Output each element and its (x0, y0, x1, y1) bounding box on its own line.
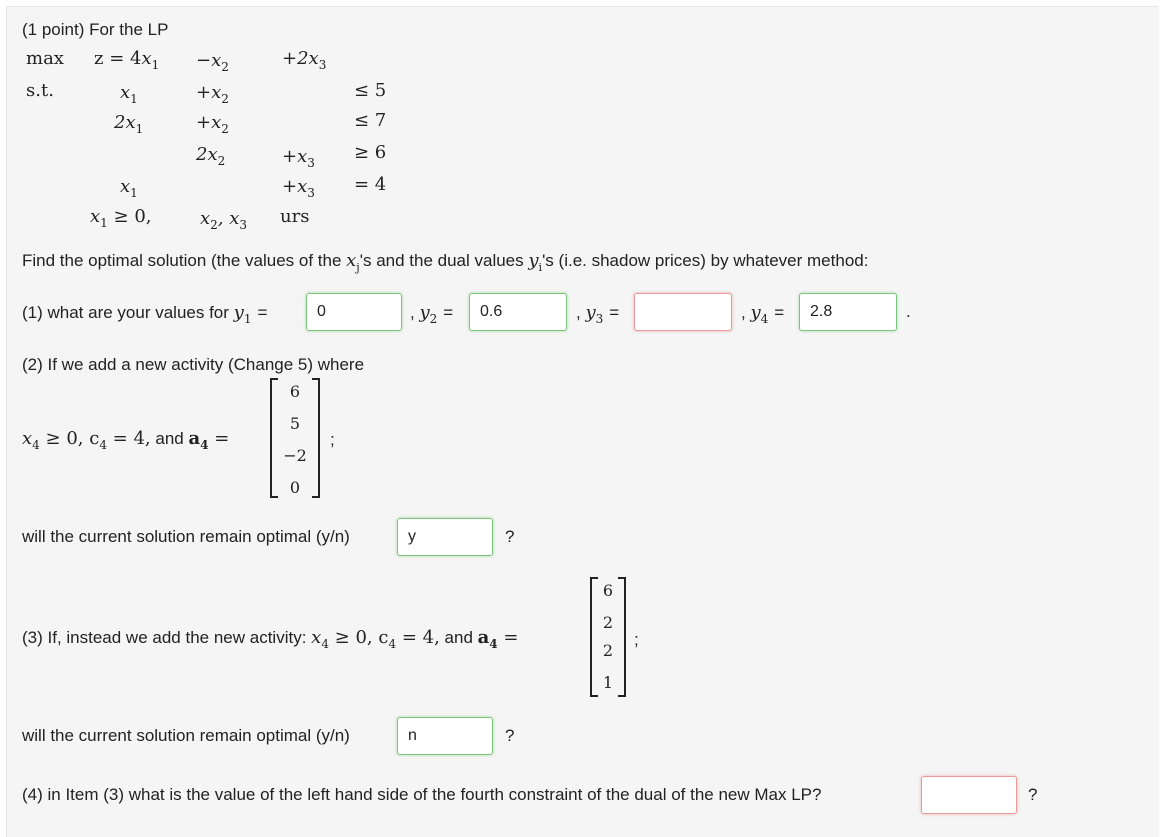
objective-z: $z = 4x_1$ (94, 48, 160, 72)
q2-vector-entry: 5 (289, 414, 301, 433)
q3-answer-input[interactable]: n (397, 717, 493, 755)
c1-x2: $+x_2$ (196, 82, 229, 106)
instructions: Find the optimal solution (the values of the $x_j's$ and the dual values $y_i's$ (i.e. shadow prices) by whatever method: (22, 250, 869, 274)
c4-rhs: = 4 (354, 174, 387, 195)
c2-rhs: ≤ 7 (354, 110, 387, 131)
problem-title: (1 point) For the LP (22, 20, 169, 39)
st-label: s.t. (26, 80, 54, 101)
c1-rhs: ≤ 5 (354, 80, 387, 101)
y3-input[interactable] (634, 293, 732, 331)
q1-label: (1) what are your values for $y_1$ = (22, 302, 268, 326)
c2-x2: $+x_2$ (196, 112, 229, 136)
q3-vector-entry: 1 (602, 673, 614, 692)
problem-panel (6, 6, 1159, 837)
q2-qmark: ? (505, 527, 515, 546)
y3-label: , $y_3$ = (576, 302, 620, 326)
c3-x3: $+x_3$ (282, 146, 315, 170)
q4-label: (4) in Item (3) what is the value of the left hand side of the fourth constraint of the dual of the new Max LP? (22, 785, 822, 804)
q2-vector-entry: 0 (289, 478, 301, 497)
y1-input[interactable]: 0 (306, 293, 402, 331)
q4-qmark: ? (1028, 785, 1038, 804)
c1-x1: $x_1$ (120, 82, 138, 106)
c4-x1: $x_1$ (120, 176, 138, 200)
c3-x2: $2x_2$ (196, 144, 226, 168)
sign-x1: $x_1 \ge 0$, (90, 206, 152, 230)
q4-answer-input[interactable] (921, 776, 1017, 814)
q3-vector-entry: 2 (602, 613, 614, 632)
q3-vector-a4 (590, 577, 626, 697)
q3-label: (3) If, instead we add the new activity: $x_4 \ge 0$, $c_4 = 4$, and $a_4$ = (22, 627, 519, 651)
q1-period: . (906, 302, 911, 321)
objective-x3: $+2x_3$ (282, 48, 327, 72)
max-label: max (26, 48, 64, 69)
q2-vector-a4 (270, 378, 320, 498)
sign-x2-x3: $x_2$, $x_3$ (200, 208, 248, 232)
q2-vector-entry: −2 (283, 446, 307, 465)
c2-x1: $2x_1$ (114, 112, 144, 136)
y4-label: , $y_4$ = (741, 302, 785, 326)
c3-rhs: ≥ 6 (354, 142, 387, 163)
q2-answer-input[interactable]: y (397, 518, 493, 556)
y2-label: , $y_2$ = (410, 302, 454, 326)
y4-input[interactable]: 2.8 (799, 293, 897, 331)
q2-label: (2) If we add a new activity (Change 5) where (22, 355, 365, 374)
q3-vector-entry: 2 (602, 641, 614, 660)
q2-remain-label: will the current solution remain optimal (y/n) (22, 527, 350, 546)
urs-label: urs (280, 206, 310, 227)
q2-condition: $x_4 \ge 0$, $c_4 = 4$, and $a_4$ = (22, 428, 230, 452)
q3-remain-label: will the current solution remain optimal (y/n) (22, 726, 350, 745)
q3-semicolon: ; (634, 630, 639, 649)
q3-vector-entry: 6 (602, 581, 614, 600)
objective-x2: $-x_2$ (196, 50, 229, 74)
q3-qmark: ? (505, 726, 515, 745)
q2-vector-entry: 6 (289, 382, 301, 401)
y2-input[interactable]: 0.6 (469, 293, 567, 331)
q2-semicolon: ; (330, 430, 335, 449)
c4-x3: $+x_3$ (282, 176, 315, 200)
